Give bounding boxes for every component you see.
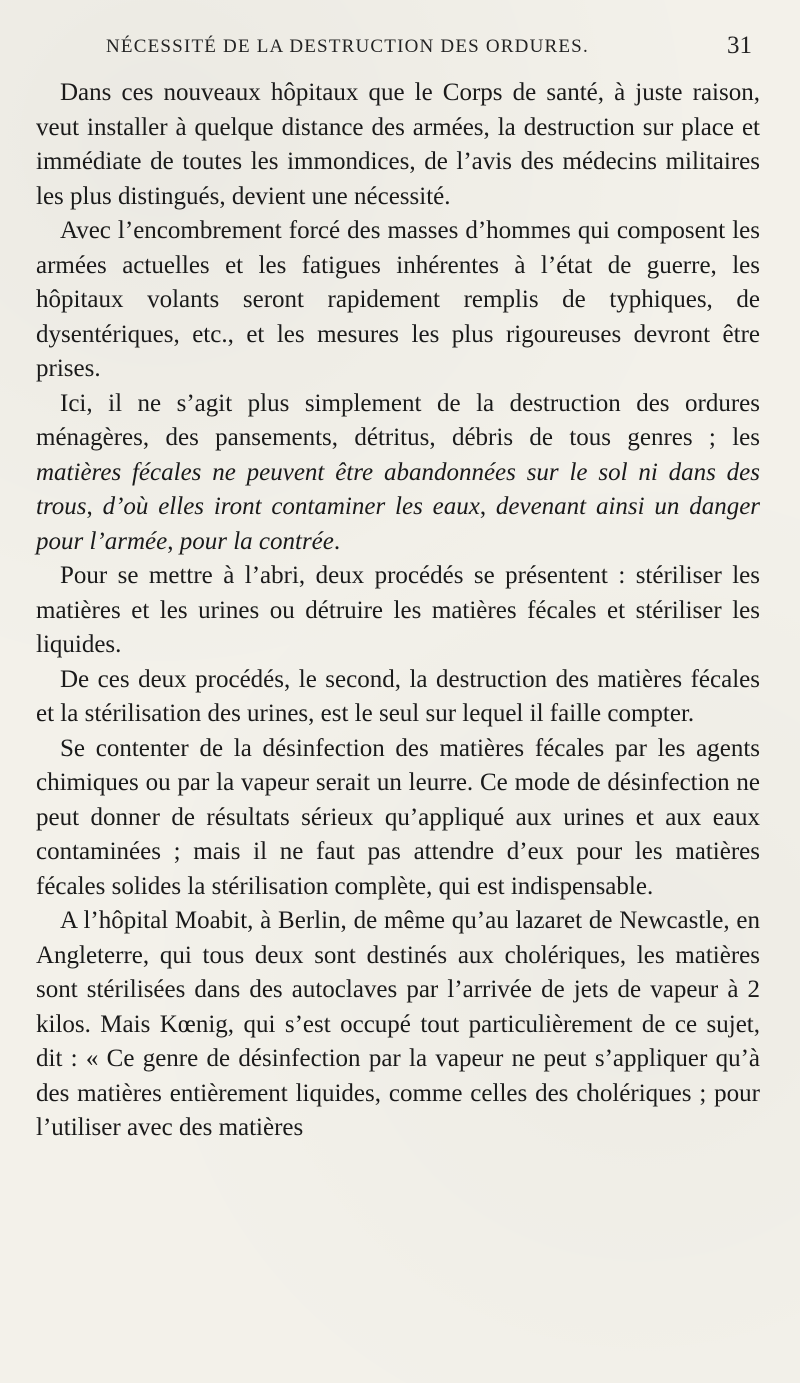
paragraph-7: A l’hôpital Moabit, à Berlin, de même qu’au lazaret de Newcastle, en Angleterre, qui tous deux sont destinés aux cholériques, les matières sont stérilisées dans des autoclaves par l’arrivée de jets de vapeur à 2 kilos. Mais Kœnig, qui s’est occupé tout particulièrement de ce sujet, dit : « Ce genre de désinfection par la vapeur ne peut s’appliquer qu’à des matières entièrement liquides, comme celles des cholériques ; pour l’utiliser avec des matières: [36, 907, 760, 1141]
body-text: [36, 76, 760, 1146]
paragraph-3-italic-2: d’où elles iront contaminer les eaux: [102, 493, 480, 520]
paragraph-3-before: Ici, il ne s’agit plus simplement de la destruction des ordures ménagères, des pansements, détritus, débris de tous genres ; les: [36, 389, 760, 451]
paragraph-3-between-1: ,: [86, 493, 103, 520]
paragraph-4: Pour se mettre à l’abri, deux procédés se présentent : stériliser les matières et les urines ou détruire les matières fécales et stériliser les liquides.: [36, 562, 760, 658]
paragraph-3: [36, 387, 760, 560]
paragraph-3-between-2: ,: [479, 493, 496, 520]
paragraph-5: De ces deux procédés, le second, la destruction des matières fécales et la stérilisation des urines, est le seul sur lequel il faille compter.: [36, 665, 760, 727]
paragraph-6: Se contenter de la désinfection des matières fécales par les agents chimiques ou par la vapeur serait un leurre. Ce mode de désinfection ne peut donner de résultats sérieux qu’appliqué aux urines et aux eaux contaminées ; mais il ne faut pas attendre d’eux pour les matières fécales solides la stérilisation complète, qui est indispensable.: [36, 734, 760, 900]
paragraph-3-italic-3: devenant ainsi un danger pour l’armée: [36, 493, 761, 555]
paragraph-3-italic-1: matières fécales ne peuvent être abandonnées sur le sol ni dans des trous: [36, 458, 760, 520]
page-number: 31: [727, 32, 752, 59]
running-head: [36, 30, 760, 72]
paragraph-1: Dans ces nouveaux hôpitaux que le Corps de santé, à juste raison, veut installer à quelque distance des armées, la destruction sur place et immédiate de toutes les immondices, de l’avis des médecins militaires les plus distingués, devient une nécessité.: [36, 79, 760, 210]
paragraph-3-between-3: ,: [167, 527, 180, 555]
paragraph-3-after: .: [333, 527, 341, 555]
paragraph-2: Avec l’encombrement forcé des masses d’hommes qui composent les armées actuelles et les fatigues inhérentes à l’état de guerre, les hôpitaux volants seront rapidement remplis de typhiques, de dysentériques, etc., et les mesures les plus rigoureuses devront être prises.: [36, 217, 760, 382]
running-title: NÉCESSITÉ DE LA DESTRUCTION DES ORDURES.: [106, 36, 589, 57]
paragraph-3-italic-4: pour la contrée: [179, 527, 334, 555]
